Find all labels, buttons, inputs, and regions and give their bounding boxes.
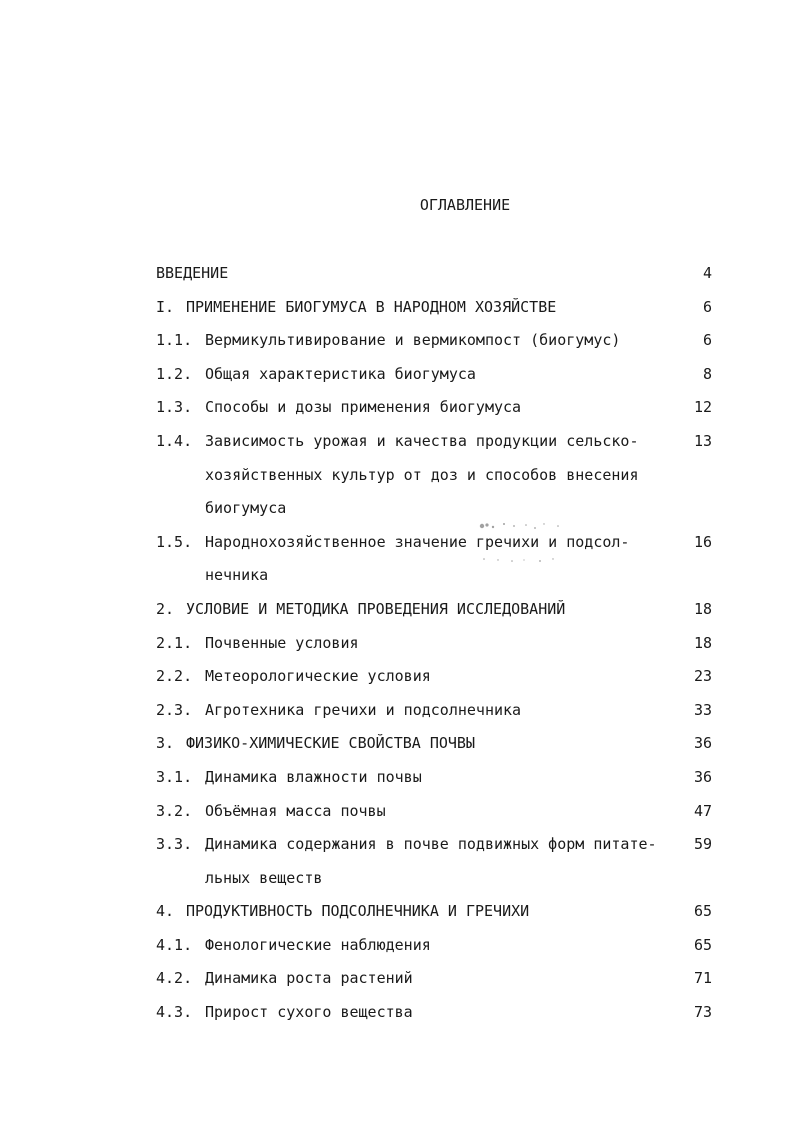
toc-entry-title: Динамика содержания в почве подвижных форм питате- bbox=[205, 835, 657, 854]
toc-entry-number: 4.1. bbox=[156, 935, 193, 954]
toc-entry bbox=[156, 867, 716, 901]
toc-entry-number: 1.5. bbox=[156, 532, 193, 551]
toc-entry-title: Вермикультивирование и вермикомпост (биогумус) bbox=[205, 331, 621, 350]
toc-entry bbox=[156, 699, 716, 733]
toc-entry-page: 8 bbox=[702, 364, 712, 383]
toc-entry-number: 4. bbox=[156, 902, 175, 921]
toc-entry-page: 73 bbox=[693, 1003, 712, 1022]
toc-entry-title: хозяйственных культур от доз и способов внесения bbox=[205, 465, 639, 484]
toc-entry-title: Динамика влажности почвы bbox=[205, 767, 422, 786]
toc-entry-number: 2. bbox=[156, 599, 175, 618]
toc-entry-page: 36 bbox=[693, 734, 712, 753]
toc-entry-page: 71 bbox=[693, 969, 712, 988]
toc-entry-number: 2.2. bbox=[156, 667, 193, 686]
toc-entry-page: 65 bbox=[693, 902, 712, 921]
toc-entry-page: 33 bbox=[693, 700, 712, 719]
toc-entry-page: 23 bbox=[693, 667, 712, 686]
toc-entry-title: Фенологические наблюдения bbox=[205, 935, 431, 954]
toc-entry-page: 36 bbox=[693, 767, 712, 786]
toc-entry-page: 12 bbox=[693, 398, 712, 417]
toc-entry bbox=[156, 329, 716, 363]
toc-entry-number: 3.1. bbox=[156, 767, 193, 786]
toc-entry bbox=[156, 262, 716, 296]
toc-entry bbox=[156, 296, 716, 330]
toc-entry-page: 6 bbox=[702, 331, 712, 350]
toc-entry bbox=[156, 464, 716, 498]
toc-entry-title: ВВЕДЕНИЕ bbox=[156, 264, 229, 282]
toc-entry bbox=[156, 598, 716, 632]
toc-entry-page: 4 bbox=[702, 264, 712, 282]
toc-entry-number: 4.3. bbox=[156, 1003, 193, 1022]
toc-entry-title: ПРОДУКТИВНОСТЬ ПОДСОЛНЕЧНИКА И ГРЕЧИХИ bbox=[186, 902, 530, 921]
toc-entry-number: 2.1. bbox=[156, 633, 193, 652]
toc-entry-page: 18 bbox=[693, 633, 712, 652]
toc-entry-number: 2.3. bbox=[156, 700, 193, 719]
toc-entry bbox=[156, 430, 716, 464]
toc-entry-title: Прирост сухого вещества bbox=[205, 1003, 413, 1022]
toc-entry-title: нечника bbox=[205, 566, 269, 585]
toc-entry-title: Почвенные условия bbox=[205, 633, 359, 652]
table-of-contents bbox=[156, 262, 716, 1035]
toc-entry-title: Народнохозяйственное значение гречихи и подсол- bbox=[205, 532, 630, 551]
toc-entry-page: 6 bbox=[702, 297, 712, 316]
toc-entry bbox=[156, 800, 716, 834]
toc-entry bbox=[156, 665, 716, 699]
toc-entry-page: 13 bbox=[693, 431, 712, 450]
toc-entry bbox=[156, 632, 716, 666]
toc-entry-page: 47 bbox=[693, 801, 712, 820]
toc-entry-title: ПРИМЕНЕНИЕ БИОГУМУСА В НАРОДНОМ ХОЗЯЙСТВЕ bbox=[186, 297, 557, 316]
toc-entry-title: Динамика роста растений bbox=[205, 969, 413, 988]
toc-entry-number: I. bbox=[156, 297, 175, 316]
toc-entry-number: 3.3. bbox=[156, 835, 193, 854]
toc-entry-title: биогумуса bbox=[205, 499, 287, 518]
toc-entry bbox=[156, 732, 716, 766]
toc-entry bbox=[156, 766, 716, 800]
toc-entry-number: 3. bbox=[156, 734, 175, 753]
toc-entry-number: 1.3. bbox=[156, 398, 193, 417]
toc-entry-number: 4.2. bbox=[156, 969, 193, 988]
toc-entry-title: Зависимость урожая и качества продукции сельско- bbox=[205, 431, 639, 450]
toc-entry-title: УСЛОВИЕ И МЕТОДИКА ПРОВЕДЕНИЯ ИССЛЕДОВАНИЙ bbox=[186, 599, 566, 618]
toc-entry-page: 16 bbox=[693, 532, 712, 551]
toc-entry bbox=[156, 497, 716, 531]
toc-entry-number: 1.1. bbox=[156, 331, 193, 350]
page-title: ОГЛАВЛЕНИЕ bbox=[419, 196, 511, 214]
toc-entry bbox=[156, 1001, 716, 1035]
toc-entry bbox=[156, 531, 716, 565]
toc-entry-number: 3.2. bbox=[156, 801, 193, 820]
toc-entry-title: Агротехника гречихи и подсолнечника bbox=[205, 700, 522, 719]
toc-entry bbox=[156, 564, 716, 598]
toc-entry-title: ФИЗИКО-ХИМИЧЕСКИЕ СВОЙСТВА ПОЧВЫ bbox=[186, 734, 475, 753]
toc-entry bbox=[156, 833, 716, 867]
toc-entry-page: 18 bbox=[693, 599, 712, 618]
toc-entry-title: Способы и дозы применения биогумуса bbox=[205, 398, 522, 417]
toc-entry bbox=[156, 396, 716, 430]
toc-entry-title: Объёмная масса почвы bbox=[205, 801, 386, 820]
toc-entry-title: Общая характеристика биогумуса bbox=[205, 364, 476, 383]
toc-entry bbox=[156, 934, 716, 968]
toc-entry-title: Метеорологические условия bbox=[205, 667, 431, 686]
toc-entry-number: 1.2. bbox=[156, 364, 193, 383]
toc-entry-page: 65 bbox=[693, 935, 712, 954]
toc-entry bbox=[156, 967, 716, 1001]
toc-entry-number: 1.4. bbox=[156, 431, 193, 450]
toc-entry bbox=[156, 363, 716, 397]
toc-entry-title: льных веществ bbox=[205, 868, 323, 887]
toc-entry bbox=[156, 900, 716, 934]
toc-entry-page: 59 bbox=[693, 835, 712, 854]
